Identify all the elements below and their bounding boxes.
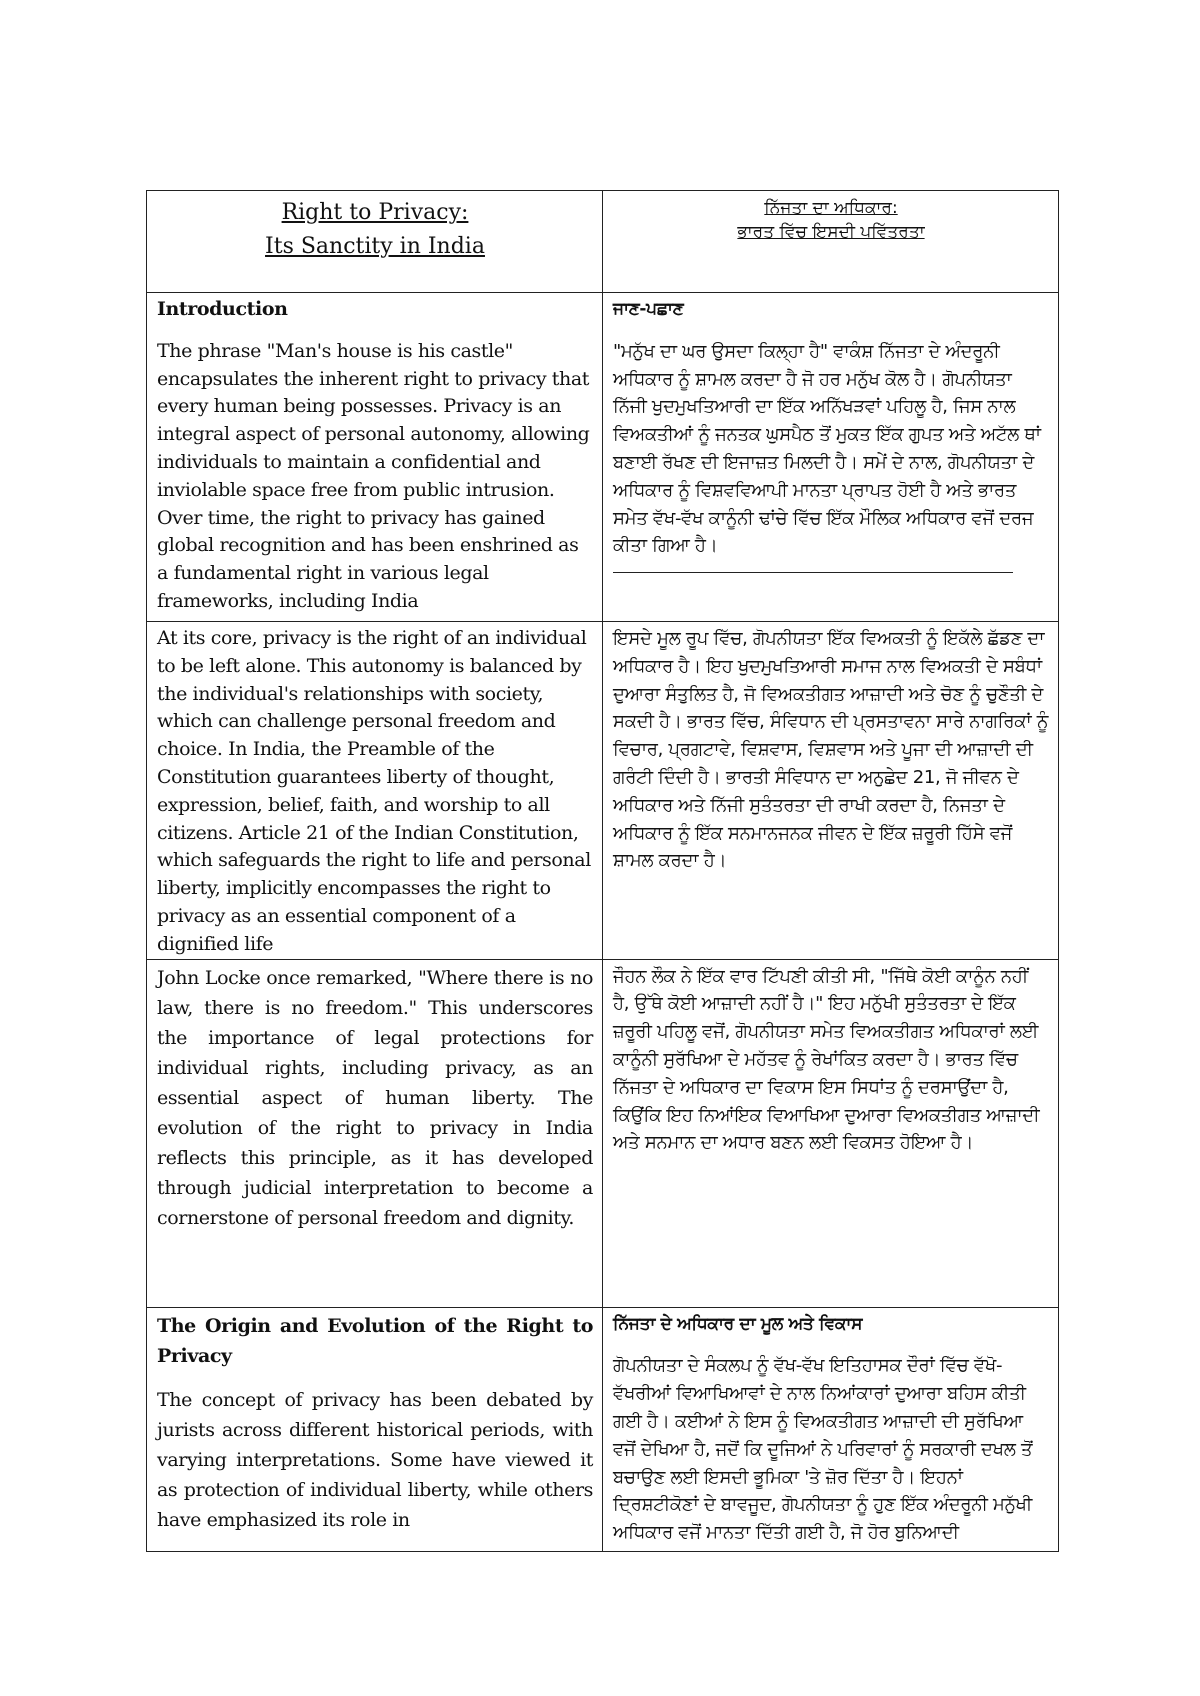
origin-row	[147, 1307, 1059, 1551]
core-cell-english	[147, 622, 603, 960]
locke-row	[147, 959, 1059, 1307]
bilingual-table	[146, 190, 1059, 1552]
core-row	[147, 622, 1059, 960]
origin-heading-english: The Origin and Evolution of the Right to Privacy	[157, 1314, 593, 1367]
title-english-line1: Right to Privacy:	[281, 200, 469, 225]
intro-heading-english: Introduction	[157, 298, 288, 320]
origin-heading-punjabi: ਨਿੱਜਤਾ ਦੇ ਅਧਿਕਾਰ ਦਾ ਮੂਲ ਅਤੇ ਵਿਕਾਸ	[613, 1313, 863, 1334]
intro-cell-punjabi	[603, 293, 1059, 622]
intro-cell-english	[147, 293, 603, 622]
core-text-english: At its core, privacy is the right of an individual to be left alone. This autonomy is balanced by the individual's relationships with society, which can challenge personal freedom and choice. In India, the Preamble of the Constitution guarantees liberty of thought, expression, belief, faith, and worship to all citizens. Article 21 of the Indian Constitution, which safeguards the right to life and personal liberty, implicitly encompasses the right to privacy as an essential component of a dignified life	[157, 627, 591, 955]
intro-heading-punjabi: ਜਾਣ-ਪਛਾਣ	[613, 299, 684, 319]
intro-row	[147, 293, 1059, 622]
origin-text-english: The concept of privacy has been debated by jurists across different historical periods, with varying interpretations. Some have viewed it as protection of individual liberty, while others have emphasized its role in	[157, 1388, 593, 1531]
locke-cell-english	[147, 959, 603, 1307]
locke-text-english: John Locke once remarked, "Where there is no law, there is no freedom." This underscores the importance of legal protections for individual rights, including privacy, as an essential aspect of human liberty. The evolution of the right to privacy in India reflects this principle, as it has developed through judicial interpretation to become a cornerstone of personal freedom and dignity.	[157, 966, 593, 1229]
locke-cell-punjabi	[603, 959, 1059, 1307]
title-punjabi-line1: ਨਿੱਜਤਾ ਦਾ ਅਧਿਕਾਰ:	[764, 198, 898, 218]
core-cell-punjabi	[603, 622, 1059, 960]
title-punjabi-line2: ਭਾਰਤ ਵਿੱਚ ਇਸਦੀ ਪਵਿੱਤਰਤਾ	[737, 222, 925, 242]
title-cell-english	[147, 191, 603, 293]
title-cell-punjabi	[603, 191, 1059, 293]
title-english	[157, 194, 593, 264]
origin-cell-english	[147, 1307, 603, 1551]
title-punjabi	[613, 194, 1049, 244]
title-row	[147, 191, 1059, 293]
title-english-line2: Its Sanctity in India	[265, 234, 485, 259]
origin-text-punjabi: ਗੋਪਨੀਯਤਾ ਦੇ ਸੰਕਲਪ ਨੂੰ ਵੱਖ-ਵੱਖ ਇਤਿਹਾਸਕ ਦੌਰਾਂ ਵਿੱਚ ਵੱਖੋ-ਵੱਖਰੀਆਂ ਵਿਆਖਿਆਵਾਂ ਦੇ ਨਾਲ ਨਿਆਂਕਾਰਾਂ ਦੁਆਰਾ ਬਹਿਸ ਕੀਤੀ ਗਈ ਹੈ। ਕਈਆਂ ਨੇ ਇਸ ਨੂੰ ਵਿਅਕਤੀਗਤ ਆਜ਼ਾਦੀ ਦੀ ਸੁਰੱਖਿਆ ਵਜੋਂ ਦੇਖਿਆ ਹੈ, ਜਦੋਂ ਕਿ ਦੂਜਿਆਂ ਨੇ ਪਰਿਵਾਰਾਂ ਨੂੰ ਸਰਕਾਰੀ ਦਖਲ ਤੋਂ ਬਚਾਉਣ ਲਈ ਇਸਦੀ ਭੂਮਿਕਾ 'ਤੇ ਜ਼ੋਰ ਦਿੱਤਾ ਹੈ। ਇਹਨਾਂ ਦ੍ਰਿਸ਼ਟੀਕੋਣਾਂ ਦੇ ਬਾਵਜੂਦ, ਗੋਪਨੀਯਤਾ ਨੂੰ ਹੁਣ ਇੱਕ ਅੰਦਰੂਨੀ ਮਨੁੱਖੀ ਅਧਿਕਾਰ ਵਜੋਂ ਮਾਨਤਾ ਦਿੱਤੀ ਗਈ ਹੈ, ਜੋ ਹੋਰ ਬੁਨਿਆਦੀ	[613, 1355, 1033, 1544]
locke-text-punjabi: ਜੌਹਨ ਲੌਕ ਨੇ ਇੱਕ ਵਾਰ ਟਿੱਪਣੀ ਕੀਤੀ ਸੀ, "ਜਿੱਥੇ ਕੋਈ ਕਾਨੂੰਨ ਨਹੀਂ ਹੈ, ਉੱਥੇ ਕੋਈ ਆਜ਼ਾਦੀ ਨਹੀਂ ਹੈ।" ਇਹ ਮਨੁੱਖੀ ਸੁਤੰਤਰਤਾ ਦੇ ਇੱਕ ਜ਼ਰੂਰੀ ਪਹਿਲੂ ਵਜੋਂ, ਗੋਪਨੀਯਤਾ ਸਮੇਤ ਵਿਅਕਤੀਗਤ ਅਧਿਕਾਰਾਂ ਲਈ ਕਾਨੂੰਨੀ ਸੁਰੱਖਿਆ ਦੇ ਮਹੱਤਵ ਨੂੰ ਰੇਖਾਂਕਿਤ ਕਰਦਾ ਹੈ। ਭਾਰਤ ਵਿੱਚ ਨਿੱਜਤਾ ਦੇ ਅਧਿਕਾਰ ਦਾ ਵਿਕਾਸ ਇਸ ਸਿਧਾਂਤ ਨੂੰ ਦਰਸਾਉਂਦਾ ਹੈ, ਕਿਉਂਕਿ ਇਹ ਨਿਆਂਇਕ ਵਿਆਖਿਆ ਦੁਆਰਾ ਵਿਅਕਤੀਗਤ ਆਜ਼ਾਦੀ ਅਤੇ ਸਨਮਾਨ ਦਾ ਅਧਾਰ ਬਣਨ ਲਈ ਵਿਕਸਤ ਹੋਇਆ ਹੈ।	[613, 965, 1040, 1154]
intro-text-punjabi: "ਮਨੁੱਖ ਦਾ ਘਰ ਉਸਦਾ ਕਿਲ੍ਹਾ ਹੈ" ਵਾਕੰਸ਼ ਨਿੱਜਤਾ ਦੇ ਅੰਦਰੂਨੀ ਅਧਿਕਾਰ ਨੂੰ ਸ਼ਾਮਲ ਕਰਦਾ ਹੈ ਜੋ ਹਰ ਮਨੁੱਖ ਕੋਲ ਹੈ। ਗੋਪਨੀਯਤਾ ਨਿੱਜੀ ਖੁਦਮੁਖਤਿਆਰੀ ਦਾ ਇੱਕ ਅਨਿੱਖੜਵਾਂ ਪਹਿਲੂ ਹੈ, ਜਿਸ ਨਾਲ ਵਿਅਕਤੀਆਂ ਨੂੰ ਜਨਤਕ ਘੁਸਪੈਠ ਤੋਂ ਮੁਕਤ ਇੱਕ ਗੁਪਤ ਅਤੇ ਅਟੱਲ ਥਾਂ ਬਣਾਈ ਰੱਖਣ ਦੀ ਇਜਾਜ਼ਤ ਮਿਲਦੀ ਹੈ। ਸਮੇਂ ਦੇ ਨਾਲ, ਗੋਪਨੀਯਤਾ ਦੇ ਅਧਿਕਾਰ ਨੂੰ ਵਿਸ਼ਵਵਿਆਪੀ ਮਾਨਤਾ ਪ੍ਰਾਪਤ ਹੋਈ ਹੈ ਅਤੇ ਭਾਰਤ ਸਮੇਤ ਵੱਖ-ਵੱਖ ਕਾਨੂੰਨੀ ਢਾਂਚੇ ਵਿੱਚ ਇੱਕ ਮੌਲਿਕ ਅਧਿਕਾਰ ਵਜੋਂ ਦਰਜ ਕੀਤਾ ਗਿਆ ਹੈ।	[613, 340, 1041, 557]
intro-text-english: The phrase "Man's house is his castle" encapsulates the inherent right to privacy that every human being possesses. Privacy is an integral aspect of personal autonomy, allowing individuals to maintain a confidential and inviolable space free from public intrusion. Over time, the right to privacy has gained global recognition and has been enshrined as a fundamental right in various legal frameworks, including India	[157, 339, 590, 612]
core-text-punjabi: ਇਸਦੇ ਮੂਲ ਰੂਪ ਵਿੱਚ, ਗੋਪਨੀਯਤਾ ਇੱਕ ਵਿਅਕਤੀ ਨੂੰ ਇਕੱਲੇ ਛੱਡਣ ਦਾ ਅਧਿਕਾਰ ਹੈ। ਇਹ ਖੁਦਮੁਖਤਿਆਰੀ ਸਮਾਜ ਨਾਲ ਵਿਅਕਤੀ ਦੇ ਸਬੰਧਾਂ ਦੁਆਰਾ ਸੰਤੁਲਿਤ ਹੈ, ਜੋ ਵਿਅਕਤੀਗਤ ਆਜ਼ਾਦੀ ਅਤੇ ਚੋਣ ਨੂੰ ਚੁਣੌਤੀ ਦੇ ਸਕਦੀ ਹੈ। ਭਾਰਤ ਵਿੱਚ, ਸੰਵਿਧਾਨ ਦੀ ਪ੍ਰਸਤਾਵਨਾ ਸਾਰੇ ਨਾਗਰਿਕਾਂ ਨੂੰ ਵਿਚਾਰ, ਪ੍ਰਗਟਾਵੇ, ਵਿਸ਼ਵਾਸ, ਵਿਸ਼ਵਾਸ ਅਤੇ ਪੂਜਾ ਦੀ ਆਜ਼ਾਦੀ ਦੀ ਗਰੰਟੀ ਦਿੰਦੀ ਹੈ। ਭਾਰਤੀ ਸੰਵਿਧਾਨ ਦਾ ਅਨੁਛੇਦ 21, ਜੋ ਜੀਵਨ ਦੇ ਅਧਿਕਾਰ ਅਤੇ ਨਿੱਜੀ ਸੁਤੰਤਰਤਾ ਦੀ ਰਾਖੀ ਕਰਦਾ ਹੈ, ਨਿਜਤਾ ਦੇ ਅਧਿਕਾਰ ਨੂੰ ਇੱਕ ਸਨਮਾਨਜਨਕ ਜੀਵਨ ਦੇ ਇੱਕ ਜ਼ਰੂਰੀ ਹਿੱਸੇ ਵਜੋਂ ਸ਼ਾਮਲ ਕਰਦਾ ਹੈ।	[613, 628, 1049, 872]
origin-cell-punjabi	[603, 1307, 1059, 1551]
separator-line	[613, 572, 1013, 573]
